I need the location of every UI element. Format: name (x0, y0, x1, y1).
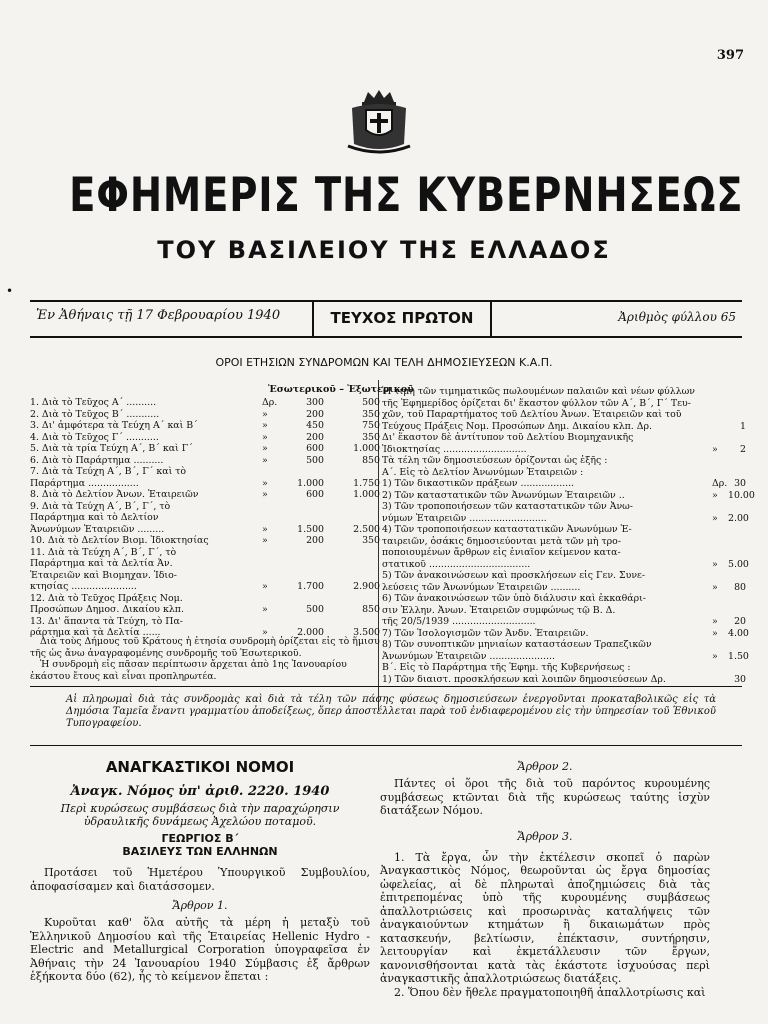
margin-dot: • (6, 284, 14, 298)
table-row (30, 535, 380, 547)
table-row (30, 443, 380, 455)
article-paragraph: 1. Τὰ ἔργα, ὧν τὴν ἐκτέλεσιν σκοπεῖ ὁ παρὼν Ἀναγκαστικὸς Νόμος, θεωροῦνται ὡς ἔργα δημοσίας ὠφελείας, αἱ δὲ πληρωταὶ ἀποζημιώσεις διὰ τὰς ἐπιτρεπομένας ὑπὸ τῆς κυρουμένης συμβάσεως ἀπαλλοτριώσεις καὶ προσωρινὰς καταλήψεις τῶν ἀναγκαιούντων κτημάτων ἢ δικαιωμάτων πρὸς κατασκευήν, βελτίωσιν, ἐπέκτασιν, συντήρησιν, λειτουργίαν καὶ ἐκμετάλλευσιν τῶν ἔργων, κανονισθήσονται κατὰ τὰς ἑκάστοτε ἰσχυούσας περὶ ἀναγκαστικῆς ἀπαλλοτριώσεως διατάξεις. (380, 850, 710, 985)
row-label: 12. Διὰ τὸ Τεῦχος Πράξεις Νομ. (30, 592, 183, 604)
row-label: 4) Τῶν τροποποιήσεων καταστατικῶν Ἀνωνύμων Ἑ- (382, 524, 632, 535)
table-row (382, 467, 768, 479)
domestic-price: 1.500 (297, 523, 324, 535)
row-label: τῆς Ἐφημερίδος ὁρίζεται δι' ἕκαστον φύλλον τῶν Α΄, Β΄, Γ΄ Τευ- (382, 397, 691, 409)
table-row (30, 524, 380, 536)
currency-mark: » (262, 535, 268, 546)
fee-value: 4.00 (728, 627, 749, 639)
row-label: Ἀνωνύμων Ἑταιρειῶν ......... (30, 523, 165, 535)
row-label: 5. Διὰ τὰ τρία Τεύχη Α΄, Β΄ καὶ Γ΄ (30, 443, 193, 454)
domestic-price: 600 (306, 489, 324, 500)
foreign-price: 2.900 (353, 581, 380, 592)
currency-mark: » (262, 420, 268, 431)
law-subject: Περὶ κυρώσεως συμβάσεως διὰ τὴν παραχώρησιν ὑδραυλικῆς δυνάμεως Ἀχελώου ποταμοῦ. (60, 802, 340, 828)
sheet-number: Ἀριθμὸς φύλλου 65 (618, 310, 736, 324)
currency-mark: » (262, 523, 268, 535)
row-label: στατικοῦ .................................. (382, 558, 531, 570)
foreign-price: 350 (362, 431, 380, 443)
table-row (382, 651, 768, 663)
article-text: Κυροῦται καθ' ὅλα αὐτῆς τὰ μέρη ἡ μεταξὺ τοῦ Ἑλληνικοῦ Δημοσίου καὶ τῆς Ἑταιρείας Hellenic Hydro - Electric and Metallurgical Corporation ὑπογραφεῖσα ἐν Ἀθήναις τὴν 24 Ἰανουαρίου 1940 Σύμβασις ἐξ ἄρθρων ἑξήκοντα δύο (62), ἧς τὸ κείμενον ἔπεται : (30, 916, 370, 983)
domestic-price: 2.000 (297, 627, 324, 638)
domestic-price: 200 (306, 535, 324, 546)
fee-value: 1.50 (728, 650, 749, 662)
table-row (382, 570, 768, 582)
row-label: 9. Διὰ τὰ Τεύχη Α΄, Β΄, Γ΄, τὸ (30, 500, 171, 512)
fee-value: 2 (740, 443, 746, 455)
currency-mark: » (262, 454, 268, 466)
row-label: 13. Δι' ἅπαντα τὰ Τεύχη, τὸ Πα- (30, 615, 183, 627)
currency-mark: Δρ. (262, 397, 278, 408)
note-paragraph: Ἡ συνδρομὴ εἰς πᾶσαν περίπτωσιν ἄρχεται ἀπὸ 1ης Ἰανουαρίου ἑκάστου ἔτους καὶ εἶναι προπληρωτέα. (30, 659, 347, 682)
domestic-price: 300 (306, 397, 324, 408)
foreign-price: 1.000 (353, 489, 380, 500)
table-row (382, 605, 768, 617)
row-label: 7. Διὰ τὰ Τεύχη Α΄, Β΄, Γ΄ καὶ τὸ (30, 466, 187, 477)
table-row (382, 432, 768, 444)
domestic-price: 200 (306, 431, 324, 443)
row-label: λεύσεις τῶν Ἀνωνύμων Ἑταιρειῶν .......... (382, 581, 581, 593)
article-text: Πάντες οἱ ὅροι τῆς διὰ τοῦ παρόντος κυρουμένης συμβάσεως κτῶνται διὰ τῆς κυρώσεως ταύτης ἰσχὺν διατάξεων Νόμου. (380, 777, 710, 817)
row-label: 10. Διὰ τὸ Δελτίον Βιομ. Ἰδιοκτησίας (30, 535, 209, 546)
foreign-price: 3.500 (353, 627, 380, 638)
table-row (382, 478, 768, 490)
table-row (382, 616, 768, 628)
table-row (382, 444, 768, 456)
domestic-price: 1.000 (297, 477, 324, 489)
table-row (30, 409, 380, 421)
article-title: Ἄρθρον 1. (172, 899, 228, 912)
row-label: 6. Διὰ τὸ Παράρτημα .......... (30, 454, 164, 466)
domestic-price: 450 (306, 420, 324, 431)
article-title: Ἄρθρον 3. (517, 829, 573, 843)
subscription-notes (30, 636, 380, 682)
row-label: 11. Διὰ τὰ Τεύχη Α΄, Β΄, Γ΄, τὸ (30, 546, 177, 558)
row-label: ποποιουμένων ἄρθρων εἰς ἑνιαῖον κείμενον κατα- (382, 547, 621, 558)
row-label: Ἀνωνύμων Ἑταιρειῶν ...................... (382, 650, 555, 662)
table-row (382, 409, 768, 421)
table-row (382, 582, 768, 594)
row-label: Ἑταιρειῶν καὶ Βιομηχαν. Ἰδιο- (30, 569, 177, 581)
subscription-table (30, 384, 414, 639)
table-row (30, 558, 380, 570)
table-row (30, 593, 380, 605)
table-row (382, 628, 768, 640)
table-row (382, 455, 768, 467)
currency-mark: » (712, 512, 718, 524)
issue-volume: ΤΕΥΧΟΣ ΠΡΩΤΟΝ (312, 302, 492, 336)
fee-value: 1 (740, 420, 746, 432)
currency-mark: » (262, 477, 268, 489)
table-row (382, 559, 768, 571)
row-label: ράρτημα καὶ τὰ Δελτία ...... (30, 627, 161, 638)
foreign-price: 2.500 (353, 523, 380, 535)
row-label: Τὰ τέλη τῶν δημοσιεύσεων ὁρίζονται ὡς ἑξῆς : (382, 455, 608, 466)
gazette-title: ΕΦΗΜΕΡΙΣ ΤΗΣ ΚΥΒΕΡΝΗΣΕΩΣ (69, 168, 744, 223)
page-number: 397 (716, 48, 744, 63)
currency-mark: » (712, 650, 718, 662)
foreign-price: 500 (362, 397, 380, 408)
domestic-price: 1.700 (297, 581, 324, 592)
table-row (30, 455, 380, 467)
fee-value: 2.00 (728, 512, 749, 524)
currency-mark: Δρ. (712, 478, 728, 489)
currency-mark: » (262, 604, 268, 615)
row-label: 5) Τῶν ἀνακοινώσεων καὶ προσκλήσεων εἰς Γεν. Συνε- (382, 570, 646, 581)
table-row (30, 570, 380, 582)
subscriptions-heading: ΟΡΟΙ ΕΤΗΣΙΩΝ ΣΥΝΔΡΟΜΩΝ ΚΑΙ ΤΕΛΗ ΔΗΜΟΣΙΕΥΣΕΩΝ Κ.Α.Π. (215, 356, 553, 369)
currency-mark: » (712, 443, 718, 455)
row-label: 8) Τῶν συνοπτικῶν μηνιαίων καταστάσεων Τραπεζικῶν (382, 639, 652, 650)
left-column (30, 758, 370, 984)
king-name: ΓΕΩΡΓΙΟΣ Β΄ (161, 832, 239, 845)
currency-mark: » (712, 489, 718, 501)
king-title: ΒΑΣΙΛΕΥΣ ΤΩΝ ΕΛΛΗΝΩΝ (122, 845, 278, 858)
table-row (382, 513, 768, 525)
domestic-price: 200 (306, 408, 324, 420)
row-label: Δι' ἕκαστον δὲ ἀντίτυπον τοῦ Δελτίου Βιομηχανικῆς (382, 432, 634, 443)
royal-coat-of-arms-icon (344, 88, 414, 156)
domestic-price: 600 (306, 443, 324, 454)
row-label: 2. Διὰ τὸ Τεῦχος Β΄ ........... (30, 408, 160, 420)
table-header: Ἐσωτερικοῦ – Ἐξωτερικοῦ (268, 384, 414, 395)
law-title: Ἀναγκ. Νόμος ὑπ' ἀριθ. 2220. 1940 (70, 784, 330, 799)
article-title: Ἄρθρον 2. (517, 760, 573, 773)
table-row (30, 616, 380, 628)
table-row (382, 501, 768, 513)
table-row (382, 524, 768, 536)
note-paragraph: Διὰ τοὺς Δήμους τοῦ Κράτους ἡ ἐτησία συνδρομὴ ὁρίζεται εἰς τὸ ἥμισυ τῆς ὡς ἄνω ἀναγραφομένης συνδρομῆς τοῦ Ἐσωτερικοῦ. (30, 636, 380, 659)
row-label: Β΄. Εἰς τὸ Παράρτημα τῆς Ἐφημ. τῆς Κυβερνήσεως : (382, 662, 631, 673)
foreign-price: 350 (362, 408, 380, 420)
table-row (30, 604, 380, 616)
currency-mark: » (712, 627, 718, 639)
table-row (30, 420, 380, 432)
row-label: 7) Τῶν Ἰσολογισμῶν τῶν Ἀνδν. Ἑταιρειῶν. (382, 627, 589, 639)
fee-value: 30 (734, 673, 746, 685)
row-label: χῶν, τοῦ Παραρτήματος τοῦ Δελτίου Ἀνων. Ἑταιρειῶν καὶ τοῦ (382, 409, 682, 420)
table-row (30, 466, 380, 478)
currency-mark: » (262, 627, 268, 638)
fee-value: 10.00 (728, 489, 755, 501)
row-label: σιν Ἑλλην. Ἀνων. Ἑταιρειῶν συμφώνως τῷ Β. Δ. (382, 604, 616, 616)
table-row (382, 421, 768, 433)
row-label: Παράρτημα καὶ τὰ Δελτία Ἀν. (30, 558, 173, 569)
table-row (30, 547, 380, 559)
table-row (382, 536, 768, 548)
row-label: 8. Διὰ τὸ Δελτίον Ἀνων. Ἑταιρειῶν (30, 489, 199, 500)
currency-mark: » (262, 443, 268, 454)
foreign-price: 850 (362, 454, 380, 466)
currency-mark: » (712, 616, 718, 627)
currency-mark: » (712, 581, 718, 593)
currency-mark: » (262, 581, 268, 592)
row-label: κτησίας ...................... (30, 581, 137, 592)
fees-table (382, 386, 768, 685)
row-label: 4. Διὰ τὸ Τεῦχος Γ΄ ........... (30, 431, 159, 443)
fee-value: 30 (734, 478, 746, 489)
preamble: Προτάσει τοῦ Ἡμετέρου Ὑπουργικοῦ Συμβουλίου, ἀποφασίσαμεν καὶ διατάσσομεν. (30, 866, 370, 893)
row-label: 1) Τῶν διαιστ. προσκλήσεων καὶ λοιπῶν δημοσιεύσεων Δρ. (382, 673, 666, 685)
table-row (30, 397, 380, 409)
row-label: Ἰδιοκτησίας ............................ (382, 443, 527, 455)
issue-info-bar (30, 300, 742, 338)
currency-mark: » (712, 558, 718, 570)
foreign-price: 350 (362, 535, 380, 546)
row-label: ταιρειῶν, ὁσάκις δημοσιεύονται μετὰ τῶν μὴ τρο- (382, 535, 621, 547)
row-label: Α΄. Εἰς τὸ Δελτίον Ἀνωνύμων Ἑταιρειῶν : (382, 466, 584, 478)
row-label: 6) Τῶν ἀνακοινώσεων τῶν ὑπὸ διάλυσιν καὶ ἐκκαθάρι- (382, 593, 646, 604)
table-row (30, 501, 380, 513)
row-label: Προσώπων Δημοσ. Δικαίου κλπ. (30, 604, 184, 615)
right-column (380, 758, 710, 999)
table-row (30, 432, 380, 444)
fee-value: 20 (734, 616, 746, 627)
divider (30, 745, 742, 746)
row-label: 1. Διὰ τὸ Τεῦχος Α΄ .......... (30, 397, 157, 408)
table-row (382, 674, 768, 686)
row-label: 3) Τῶν τροποποιήσεων τῶν καταστατικῶν τῶν Ἀνω- (382, 501, 633, 512)
article-paragraph: 2. Ὅπου δὲν ἤθελε πραγματοποιηθῆ ἀπαλλοτρίωσις καὶ (394, 985, 706, 999)
table-row (382, 386, 768, 398)
table-row (30, 512, 380, 524)
foreign-price: 1.750 (353, 477, 380, 489)
foreign-price: 850 (362, 604, 380, 615)
row-label: 2) Τῶν καταστατικῶν τῶν Ἀνωνύμων Ἑταιρειῶν .. (382, 489, 625, 501)
row-label: Ἡ τιμὴ τῶν τιμηματικῶς πωλουμένων παλαιῶν καὶ νέων φύλλων (382, 386, 695, 397)
row-label: νύμων Ἑταιρειῶν .......................... (382, 512, 547, 524)
currency-mark: » (262, 431, 268, 443)
fee-value: 5.00 (728, 558, 749, 570)
table-row (382, 398, 768, 410)
table-row (382, 593, 768, 605)
row-label: Τεύχους Πράξεις Νομ. Προσώπων Δημ. Δικαίου κλπ. Δρ. (382, 420, 653, 432)
domestic-price: 500 (306, 454, 324, 466)
row-label: 3. Δι' ἀμφότερα τὰ Τεύχη Α΄ καὶ Β΄ (30, 420, 198, 431)
domestic-price: 500 (306, 604, 324, 615)
row-label: Παράρτημα ................. (30, 477, 139, 489)
foreign-price: 1.000 (353, 443, 380, 454)
fee-value: 80 (734, 581, 746, 593)
section-title: ΑΝΑΓΚΑΣΤΙΚΟΙ ΝΟΜΟΙ (105, 758, 295, 776)
table-row (382, 662, 768, 674)
table-row (382, 639, 768, 651)
table-row (382, 547, 768, 559)
row-label: Παράρτημα καὶ τὸ Δελτίον (30, 512, 159, 523)
payment-note: Αἱ πληρωμαὶ διὰ τὰς συνδρομὰς καὶ διὰ τὰ τέλη τῶν πάσης φύσεως δημοσιεύσεων ἐνεργοῦνται προκαταβολικῶς εἰς τὰ Δημόσια Ταμεῖα ἔναντι γραμματίου ἀποδείξεως, ὅπερ ἀποστέλλεται παρὰ τοῦ ἐνδιαφερομένου εἰς τὴν ὑπηρεσίαν τοῦ Ἐθνικοῦ Τυπογραφείου. (66, 694, 716, 729)
divider (30, 686, 742, 687)
currency-mark: » (262, 489, 268, 500)
gazette-subtitle: ΤΟΥ ΒΑΣΙΛΕΙΟΥ ΤΗΣ ΕΛΛΑΔΟΣ (157, 236, 611, 264)
issue-date: Ἐν Ἀθήναις τῇ 17 Φεβρουαρίου 1940 (36, 308, 281, 323)
row-label: 1) Τῶν δικαστικῶν πράξεων .................. (382, 478, 575, 489)
foreign-price: 750 (362, 420, 380, 431)
table-row (30, 489, 380, 501)
table-row (382, 490, 768, 502)
row-label: τῆς 20/5/1939 ............................ (382, 616, 536, 627)
currency-mark: » (262, 408, 268, 420)
table-row (30, 478, 380, 490)
table-row (30, 581, 380, 593)
